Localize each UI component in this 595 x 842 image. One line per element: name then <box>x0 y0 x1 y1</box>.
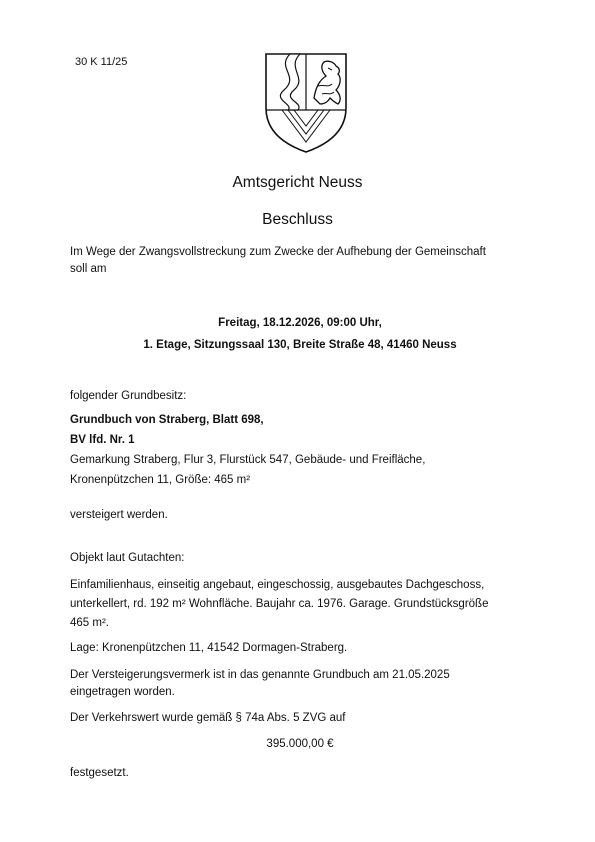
auction-date <box>70 312 530 356</box>
court-name: Amtsgericht Neuss <box>232 174 363 191</box>
land-register-line: BV lfd. Nr. 1 <box>70 434 135 446</box>
parcel-line: Gemarkung Straberg, Flur 3, Flurstück 547, Gebäude- und Freifläche, <box>70 454 426 466</box>
object-line: unterkellert, rd. 192 m² Wohnfläche. Baujahr ca. 1976. Garage. Grundstücksgröße <box>70 598 489 610</box>
property-label: folgender Grundbesitz: <box>70 390 187 402</box>
register-note <box>70 667 540 701</box>
market-value-text: Der Verkehrswert wurde gemäß § 74a Abs. 5 ZVG auf <box>70 712 346 724</box>
object-description <box>70 576 540 633</box>
intro-line: soll am <box>70 263 107 275</box>
closing-text: festgesetzt. <box>70 767 129 779</box>
auction-statement: versteigert werden. <box>70 509 168 521</box>
object-location: Lage: Kronenpützchen 11, 41542 Dormagen-Straberg. <box>70 642 348 654</box>
register-note-line: eingetragen worden. <box>70 686 175 698</box>
market-value-amount: 395.000,00 € <box>266 738 334 750</box>
register-note-line: Der Versteigerungsvermerk ist in das genannte Grundbuch am 21.05.2025 <box>70 669 450 681</box>
land-register-line: Grundbuch von Straberg, Blatt 698, <box>70 414 264 426</box>
object-line: 465 m². <box>70 617 109 629</box>
auction-location-line: 1. Etage, Sitzungssaal 130, Breite Straße 48, 41460 Neuss <box>143 339 457 351</box>
auction-date-line: Freitag, 18.12.2026, 09:00 Uhr, <box>218 317 382 329</box>
coat-of-arms-nrw <box>258 46 354 156</box>
object-label: Objekt laut Gutachten: <box>70 552 185 564</box>
intro-line: Im Wege der Zwangsvollstreckung zum Zwecke der Aufhebung der Gemeinschaft <box>70 246 486 258</box>
case-number: 30 K 11/25 <box>75 56 128 68</box>
document-title: Beschluss <box>262 211 333 228</box>
object-line: Einfamilienhaus, einseitig angebaut, eingeschossig, ausgebautes Dachgeschoss, <box>70 579 485 591</box>
parcel-line: Kronenpützchen 11, Größe: 465 m² <box>70 474 251 486</box>
land-register <box>70 410 540 490</box>
intro-text <box>70 244 540 278</box>
